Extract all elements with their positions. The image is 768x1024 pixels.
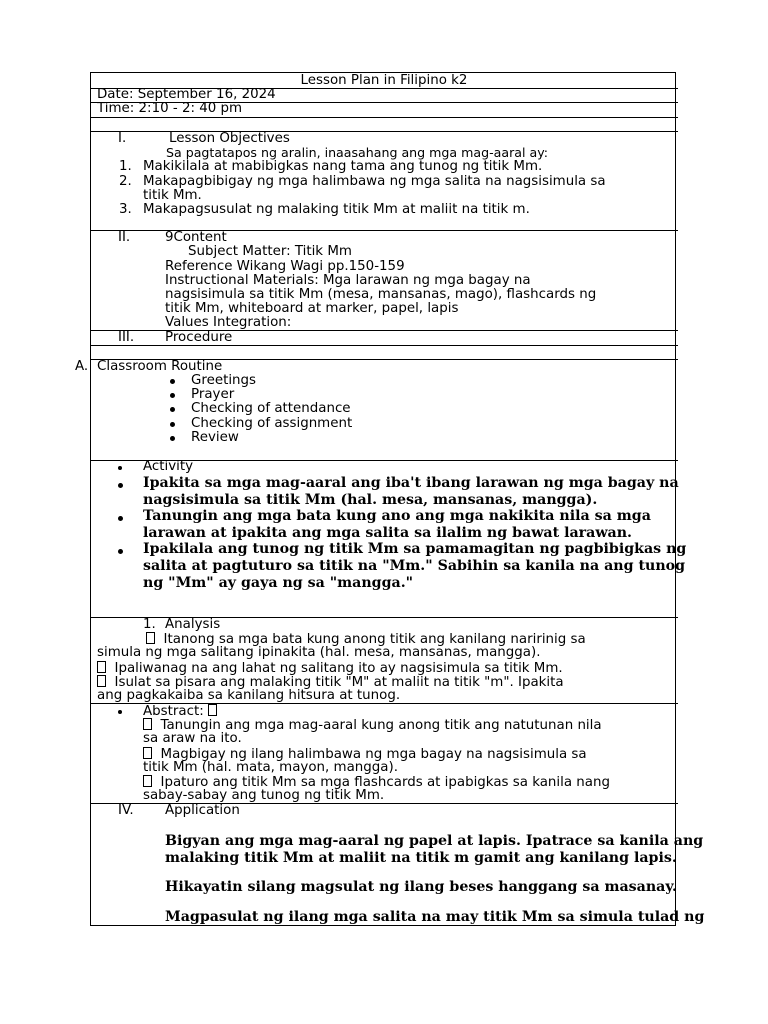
objectives-heading: Lesson Objectives [169, 131, 290, 146]
activity-item-line: larawan at ipakita ang mga salita sa ilalim ng bawat larawan. [143, 525, 632, 541]
lesson-time: Time: 2:10 - 2: 40 pm [97, 101, 243, 116]
analysis-line: simula ng mga salitang ipinakita (hal. mesa, mansanas, mangga). [97, 645, 541, 660]
checkbox-icon [143, 775, 152, 787]
application-line: Hikayatin silang magsulat ng ilang beses hanggang sa masanay. [165, 879, 677, 895]
subject-matter: Subject Matter: Titik Mm [188, 244, 352, 259]
activity-item-line: salita at pagtuturo sa titik na "Mm." Sabihin sa kanila na ang tunog [143, 558, 686, 574]
objective-number: 1. [119, 159, 132, 174]
materials-line: titik Mm, whiteboard at marker, papel, lapis [165, 301, 459, 316]
bullet-icon [118, 483, 123, 488]
application-heading: Application [165, 803, 240, 818]
bullet-icon [118, 466, 122, 470]
bullet-icon [170, 393, 175, 398]
materials-line: nagsisimula sa titik Mm (mesa, mansanas, mago), flashcards ng [165, 287, 597, 302]
section-numeral: II. [118, 230, 131, 245]
section-numeral: III. [118, 330, 135, 345]
bullet-icon [170, 422, 175, 427]
checkbox-icon [208, 704, 217, 716]
abstract-line: sa araw na ito. [143, 731, 242, 746]
bullet-icon [118, 549, 123, 554]
content-heading: 9Content [165, 230, 227, 245]
analysis-text: Isulat sa pisara ang malaking titik "M" at maliit na titik "m". Ipakita [114, 675, 564, 690]
values-integration: Values Integration: [165, 315, 292, 330]
routine-item: Review [191, 430, 239, 445]
activity-item-line: Ipakita sa mga mag-aaral ang iba't ibang larawan ng mga bagay na [143, 475, 679, 491]
bullet-icon [170, 379, 175, 384]
analysis-line [97, 661, 563, 676]
routine-letter: A. [75, 359, 89, 374]
row-divider [90, 117, 678, 118]
abstract-label: Abstract: [143, 704, 204, 719]
abstract-text: Magbigay ng ilang halimbawa ng mga bagay na nagsisimula sa [160, 747, 587, 762]
activity-item-line: Ipakilala ang tunog ng titik Mm sa pamamagitan ng pagbibigkas ng [143, 541, 687, 557]
objectives-intro: Sa pagtatapos ng aralin, inaasahang ang mga mag-aaral ay: [166, 145, 548, 160]
routine-item: Checking of assignment [191, 416, 353, 431]
bullet-icon [118, 710, 122, 714]
routine-item: Prayer [191, 387, 235, 402]
checkbox-icon [97, 675, 106, 687]
section-numeral: I. [118, 131, 127, 146]
objective-number: 2. [119, 174, 132, 189]
abstract-text: Ipaturo ang titik Mm sa mga flashcards at ipabigkas sa kanila nang [160, 775, 610, 790]
analysis-line: ang pagkakaiba sa kanilang hitsura at tunog. [97, 688, 401, 703]
abstract-line: titik Mm (hal. mata, mayon, mangga). [143, 760, 398, 775]
activity-item-line: nagsisimula sa titik Mm (hal. mesa, mansanas, mangga). [143, 492, 598, 508]
objective-item: Makikilala at mabibigkas nang tama ang tunog ng titik Mm. [143, 159, 543, 174]
routine-item: Greetings [191, 373, 256, 388]
materials-line: Instructional Materials: Mga larawan ng mga bagay na [165, 273, 531, 288]
activity-item-line: Tanungin ang mga bata kung ano ang mga nakikita nila sa mga [143, 508, 651, 524]
reference: Reference Wikang Wagi pp.150-159 [165, 259, 405, 274]
section-numeral: IV. [118, 803, 134, 818]
analysis-number: 1. [143, 617, 156, 632]
lesson-date: Date: September 16, 2024 [97, 87, 276, 102]
analysis-heading: Analysis [165, 617, 221, 632]
activity-heading: Activity [143, 459, 194, 474]
checkbox-icon [146, 632, 155, 644]
bullet-icon [170, 407, 175, 412]
abstract-heading [143, 704, 217, 719]
objective-item: Makapagsusulat ng malaking titik Mm at maliit na titik m. [143, 202, 530, 217]
objective-item: titik Mm. [143, 188, 202, 203]
analysis-text: Itanong sa mga bata kung anong titik ang kanilang naririnig sa [163, 632, 586, 647]
procedure-heading: Procedure [165, 330, 233, 345]
checkbox-icon [97, 661, 106, 673]
bullet-icon [170, 436, 175, 441]
application-line: malaking titik Mm at maliit na titik m gamit ang kanilang lapis. [165, 850, 677, 866]
abstract-line: sabay-sabay ang tunog ng titik Mm. [143, 788, 385, 803]
checkbox-icon [143, 747, 152, 759]
objective-number: 3. [119, 202, 132, 217]
application-line: Magpasulat ng ilang mga salita na may titik Mm sa simula tulad ng [165, 909, 705, 925]
page-title: Lesson Plan in Filipino k2 [300, 73, 468, 88]
routine-heading: Classroom Routine [97, 359, 223, 374]
routine-item: Checking of attendance [191, 401, 351, 416]
analysis-text: Ipaliwanag na ang lahat ng salitang ito ay nagsisimula sa titik Mm. [114, 661, 563, 676]
objective-item: Makapagbibigay ng mga halimbawa ng mga salita na nagsisimula sa [143, 174, 606, 189]
bullet-icon [118, 516, 123, 521]
abstract-text: Tanungin ang mga mag-aaral kung anong titik ang natutunan nila [160, 718, 602, 733]
application-line: Bigyan ang mga mag-aaral ng papel at lapis. Ipatrace sa kanila ang [165, 833, 704, 849]
checkbox-icon [143, 718, 152, 730]
activity-item-line: ng "Mm" ay gaya ng sa "mangga." [143, 575, 414, 591]
